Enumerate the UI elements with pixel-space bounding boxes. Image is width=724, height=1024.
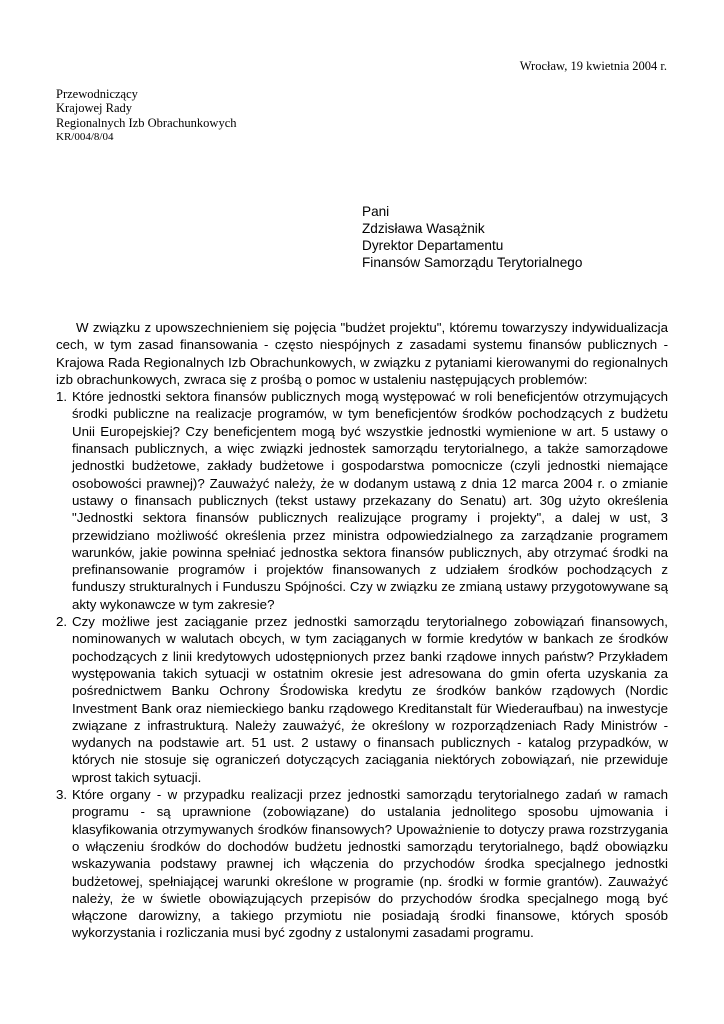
question-text: Czy możliwe jest zaciąganie przez jednostki samorządu terytorialnego zobowiązań finansowych, nominowanych w walutach obcych, w tym zaciąganych w formie kredytów w bankach ze środków pochodzących z linii kredytowych udostępnionych przez banki rządowe innych państw? Przykładem występowania takich sytuacji w ostatnim okresie jest adresowana do gmin oferta uzyskania za pośrednictwem Banku Ochrony Środowiska kredytu ze środków banków rządowych (Nordic Investment Bank oraz niemieckiego banku rządowego Kreditanstalt für Wiederaufbau) na inwestycje związane z infrastrukturą. Należy zauważyć, że określony w rozporządzeniach Rady Ministrów - wydanych na podstawie art. 51 ust. 2 ustawy o finansach publicznych - katalog przypadków, w których nie stosuje się ograniczeń dotyczących zaciągania niektórych zobowiązań, nie przewiduje wprost takich sytuacji. xyxy=(72,614,668,785)
question-number: 3. xyxy=(56,787,68,803)
recipient-salutation: Pani xyxy=(362,204,390,219)
questions-list xyxy=(56,388,668,942)
recipient-department: Finansów Samorządu Terytorialnego xyxy=(362,255,583,270)
sender-institution: Regionalnych Izb Obrachunkowych xyxy=(56,115,237,130)
question-text: Które jednostki sektora finansów publicznych mogą występować w roli beneficjentów otrzymujących środki publiczne na realizacje programów, w tym beneficjentów środków pochodzących z budżetu Unii Europejskiej? Czy beneficjentem mogą być wszystkie jednostki wymienione w art. 5 ustawy o finansach publicznych, a więc związki jednostek samorządu terytorialnego, a także samorządowe jednostki budżetowe, zakłady budżetowe i gospodarstwa pomocnicze (czyli jednostki niemające osobowości prawnej)? Zauważyć należy, że w dodanym ustawą z dnia 12 marca 2004 r. o zmianie ustawy o finansach publicznych (tekst ustawy przekazany do Senatu) art. 30g użyto określenia "Jednostki sektora finansów publicznych realizujące programy i projekty", a dalej w ust, 3 przewidziano możliwość określenia przez ministra odpowiedzialnego za zarządzanie programem warunków, jakie powinna spełniać jednostka sektora finansów publicznych, aby otrzymać środki na prefinansowanie programów i projektów finansowanych z udziałem środków pochodzących z funduszy strukturalnych i Funduszu Spójności. Czy w związku ze zmianą ustawy przygotowywane są akty wykonawcze w tym zakresie? xyxy=(72,389,668,612)
date-line: Wrocław, 19 kwietnia 2004 r. xyxy=(519,59,667,73)
question-number: 1. xyxy=(56,389,68,405)
letter-body xyxy=(56,319,668,942)
question-item xyxy=(56,388,668,613)
question-text: Które organy - w przypadku realizacji przez jednostki samorządu terytorialnego zadań w ramach programu - są uprawnione (zobowiązane) do ustalania jednolitego sposobu ujmowania i klasyfikowania otrzymywanych środków finansowych? Upoważnienie to dotyczy prawa rozstrzygania o włączeniu środków do dochodów budżetu jednostki samorządu terytorialnego, bądź obowiązku wskazywania podstawy prawnej ich włączenia do przychodów środka specjalnego jednostki budżetowej, spełniającej warunki określone w programie (np. środki w formie grantów). Zauważyć należy, że w świetle obowiązujących przepisów do przychodów środka specjalnego mogą być włączone darowizny, a takiego przymiotu nie posiadają środki finansowe, których sposób wykorzystania i rozliczania musi być zgodny z ustalonymi zasadami programu. xyxy=(72,787,668,941)
question-item xyxy=(56,613,668,786)
question-number: 2. xyxy=(56,614,68,630)
sender-block xyxy=(56,87,237,144)
recipient-position: Dyrektor Departamentu xyxy=(362,238,504,253)
sender-reference: KR/004/8/04 xyxy=(56,130,114,143)
intro-paragraph: W związku z upowszechnieniem się pojęcia "budżet projektu", któremu towarzyszy indywidualizacja cech, w tym zasad finansowania - często niespójnych z zasadami systemu finansów publicznych - Krajowa Rada Regionalnych Izb Obrachunkowych, w związku z pytaniami kierowanymi do regionalnych izb obrachunkowych, zwraca się z prośbą o pomoc w ustaleniu następujących problemów: xyxy=(56,320,668,387)
sender-title: Przewodniczący xyxy=(56,87,138,101)
question-item xyxy=(56,786,668,942)
sender-council: Krajowej Rady xyxy=(56,101,133,116)
recipient-block xyxy=(362,203,582,271)
recipient-name: Zdzisława Wasążnik xyxy=(362,221,485,236)
